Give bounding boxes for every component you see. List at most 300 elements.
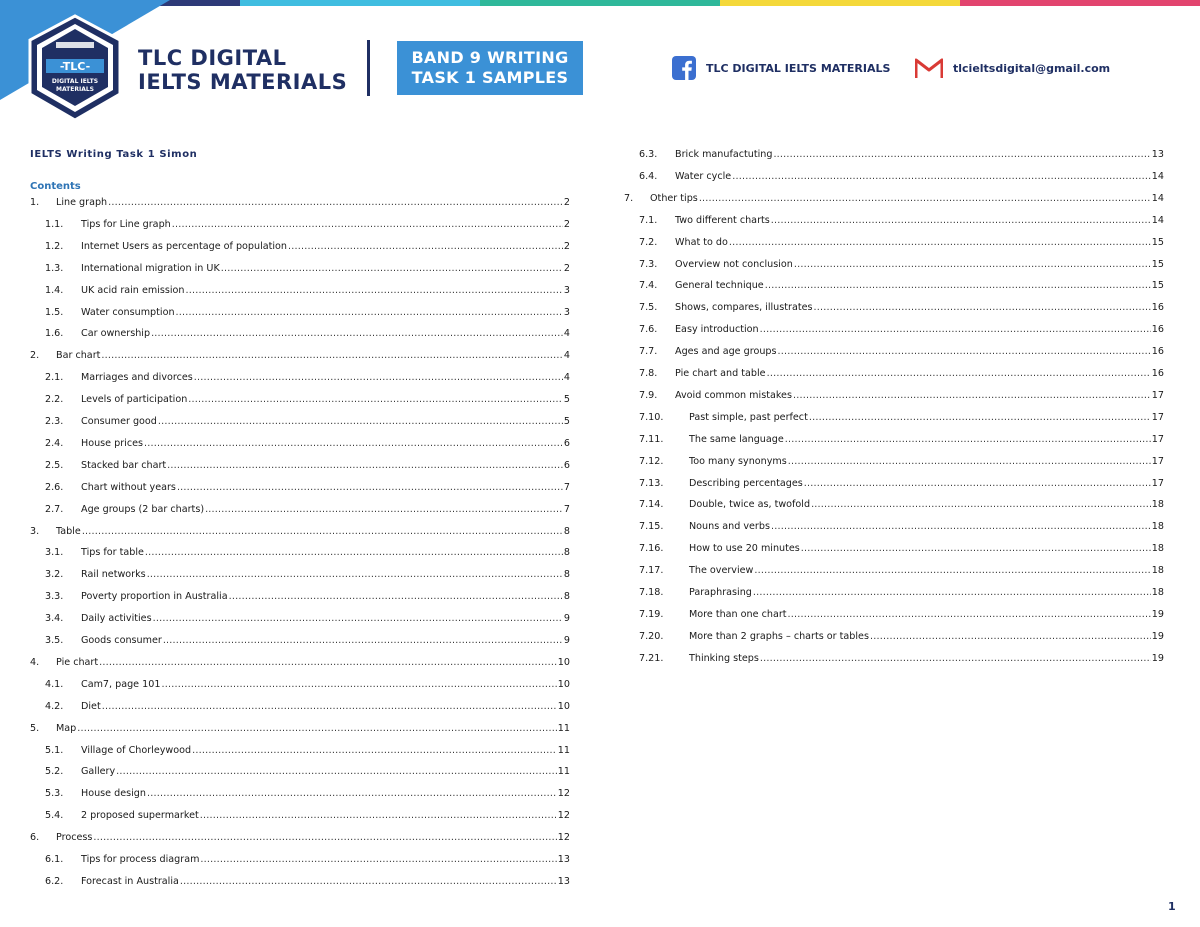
toc-entry-number: 7.15.	[639, 521, 664, 533]
toc-entry[interactable]	[639, 543, 1164, 555]
page-number: 1	[1168, 900, 1176, 913]
toc-entry[interactable]	[45, 854, 570, 866]
toc-entry-title: Two different charts	[675, 214, 770, 226]
toc-entry-number: 3.1.	[45, 547, 64, 559]
toc-entry-page: 2	[563, 240, 570, 252]
toc-entry-page: 3	[563, 284, 570, 296]
toc-leader-dots	[77, 723, 557, 735]
toc-entry[interactable]	[639, 171, 1164, 183]
toc-entry-number: 5.3.	[45, 788, 64, 800]
toc-entry-page: 18	[1151, 499, 1164, 511]
toc-entry[interactable]	[30, 832, 570, 844]
toc-entry-number: 7.21.	[639, 652, 664, 664]
toc-leader-dots	[194, 372, 563, 384]
toc-leader-dots	[870, 631, 1151, 643]
toc-entry-page: 19	[1151, 652, 1164, 664]
toc-entry-number: 7.16.	[639, 543, 664, 555]
toc-entry-page: 14	[1151, 214, 1164, 226]
toc-leader-dots	[177, 482, 563, 494]
toc-entry[interactable]	[639, 434, 1164, 446]
toc-entry-page: 16	[1151, 346, 1164, 358]
toc-entry-number: 1.6.	[45, 328, 64, 340]
toc-leader-dots	[163, 635, 563, 647]
toc-entry-page: 16	[1151, 324, 1164, 336]
toc-entry[interactable]	[639, 631, 1164, 643]
toc-entry-title: Bar chart	[56, 350, 101, 362]
toc-leader-dots	[102, 701, 557, 713]
toc-entry[interactable]	[639, 390, 1164, 402]
toc-entry-number: 7.12.	[639, 455, 664, 467]
toc-entry-page: 15	[1151, 236, 1164, 248]
toc-entry-title: Stacked bar chart	[81, 459, 167, 471]
toc-entry[interactable]	[639, 280, 1164, 292]
toc-leader-dots	[116, 766, 557, 778]
toc-entry-title: General technique	[675, 280, 764, 292]
toc-entry-title: Tips for Line graph	[81, 218, 171, 230]
toc-entry-number: 1.	[30, 197, 40, 208]
email-link[interactable]: tlcieltsdigital@gmail.com	[953, 62, 1111, 75]
toc-leader-dots	[172, 219, 563, 231]
stripe-segment	[720, 0, 960, 6]
toc-leader-dots	[188, 394, 563, 406]
toc-entry-page: 10	[557, 678, 570, 690]
toc-entry-number: 5.2.	[45, 766, 64, 778]
toc-entry-number: 1.5.	[45, 306, 64, 318]
toc-entry-page: 2	[563, 218, 570, 230]
toc-entry-title: Pie chart and table	[675, 368, 766, 379]
toc-entry-number: 6.	[30, 832, 40, 844]
toc-entry-page: 12	[557, 832, 570, 844]
toc-entry-page: 17	[1151, 389, 1164, 401]
toc-entry-page: 18	[1151, 521, 1164, 533]
toc-leader-dots	[788, 609, 1151, 621]
toc-entry-number: 7.11.	[639, 433, 664, 445]
toc-entry[interactable]	[624, 193, 1164, 205]
toc-entry-title: Forecast in Australia	[81, 875, 179, 887]
toc-entry[interactable]	[639, 499, 1164, 511]
toc-entry-page: 4	[563, 350, 570, 362]
toc-entry-number: 5.	[30, 722, 40, 734]
toc-entry-title: Easy introduction	[675, 324, 759, 336]
toc-leader-dots	[205, 504, 563, 516]
toc-entry[interactable]	[45, 394, 570, 406]
toc-entry-title: 2 proposed supermarket	[81, 810, 199, 822]
toc-entry-number: 7.2.	[639, 236, 658, 248]
gmail-icon[interactable]	[915, 57, 943, 79]
toc-entry-title: Water consumption	[81, 306, 175, 318]
tlc-logo-icon	[26, 14, 124, 124]
toc-entry[interactable]	[30, 657, 570, 669]
toc-leader-dots	[760, 653, 1151, 665]
toc-entry[interactable]	[45, 460, 570, 472]
toc-entry[interactable]	[45, 701, 570, 713]
toc-entry-page: 18	[1151, 543, 1164, 555]
toc-entry-number: 7.14.	[639, 499, 664, 511]
toc-leader-dots	[794, 259, 1151, 271]
toc-leader-dots	[754, 565, 1150, 577]
contents-heading: Contents	[30, 181, 81, 192]
stripe-segment	[240, 0, 480, 6]
toc-leader-dots	[760, 324, 1151, 336]
toc-entry-title: The same language	[689, 433, 784, 445]
toc-entry-number: 3.4.	[45, 613, 64, 625]
toc-entry-number: 2.6.	[45, 481, 64, 493]
toc-leader-dots	[93, 832, 556, 844]
toc-entry-page: 11	[557, 766, 570, 778]
toc-leader-dots	[699, 193, 1151, 205]
toc-entry-number: 2.4.	[45, 437, 64, 449]
toc-entry[interactable]	[45, 788, 570, 800]
toc-entry[interactable]	[45, 635, 570, 647]
toc-entry[interactable]	[639, 565, 1164, 577]
toc-leader-dots	[732, 171, 1151, 183]
toc-entry-title: What to do	[675, 236, 728, 248]
toc-entry-number: 1.4.	[45, 284, 64, 296]
toc-entry[interactable]	[30, 350, 570, 362]
toc-leader-dots	[801, 543, 1151, 555]
toc-entry[interactable]	[45, 307, 570, 319]
toc-entry[interactable]	[45, 482, 570, 494]
toc-leader-dots	[793, 390, 1151, 402]
toc-entry-page: 4	[563, 372, 570, 384]
toc-entry[interactable]	[639, 237, 1164, 249]
toc-entry-page: 15	[1151, 258, 1164, 270]
toc-leader-dots	[99, 657, 557, 669]
toc-entry[interactable]	[639, 521, 1164, 533]
toc-entry[interactable]	[639, 456, 1164, 468]
band-line-2: TASK 1 SAMPLES	[411, 68, 569, 87]
toc-entry-title: Marriages and divorces	[81, 372, 193, 384]
toc-entry-number: 7.1.	[639, 214, 658, 226]
toc-leader-dots	[804, 478, 1151, 490]
toc-entry[interactable]	[45, 328, 570, 340]
toc-leader-dots	[771, 521, 1151, 533]
toc-entry[interactable]	[45, 438, 570, 450]
toc-entry-number: 3.	[30, 525, 40, 537]
toc-entry-number: 7.6.	[639, 324, 658, 336]
toc-entry[interactable]	[45, 241, 570, 253]
toc-entry-page: 19	[1151, 630, 1164, 642]
toc-entry-title: Consumer good	[81, 416, 157, 427]
toc-entry[interactable]	[45, 613, 570, 625]
toc-entry-title: Thinking steps	[689, 652, 759, 664]
toc-leader-dots	[82, 526, 563, 538]
toc-entry[interactable]	[639, 324, 1164, 336]
toc-entry-number: 2.3.	[45, 416, 64, 427]
toc-entry[interactable]	[45, 569, 570, 581]
logo-text-mid: DIGITAL IELTS	[51, 78, 99, 85]
toc-entry-page: 6	[563, 437, 570, 449]
toc-leader-dots	[167, 460, 563, 472]
toc-entry-title: Other tips	[650, 192, 698, 204]
toc-entry[interactable]	[30, 526, 570, 538]
toc-entry-title: The overview	[689, 565, 754, 577]
toc-entry-title: How to use 20 minutes	[689, 543, 800, 555]
toc-entry-page: 14	[1151, 170, 1164, 182]
toc-leader-dots	[153, 613, 563, 625]
toc-entry-number: 1.3.	[45, 262, 64, 274]
toc-entry-page: 8	[563, 525, 570, 537]
toc-entry[interactable]	[45, 285, 570, 297]
toc-entry-page: 3	[563, 306, 570, 318]
toc-entry[interactable]	[45, 745, 570, 757]
toc-entry-page: 2	[563, 262, 570, 274]
toc-entry-page: 11	[557, 744, 570, 756]
toc-leader-dots	[288, 241, 563, 253]
toc-entry-number: 1.2.	[45, 240, 64, 252]
toc-entry[interactable]	[45, 416, 570, 428]
toc-entry-title: Overview not conclusion	[675, 258, 793, 270]
toc-entry-title: International migration in UK	[81, 262, 220, 274]
toc-entry[interactable]	[45, 679, 570, 691]
toc-entry[interactable]	[639, 302, 1164, 314]
toc-leader-dots	[144, 438, 563, 450]
toc-entry-page: 17	[1151, 455, 1164, 467]
toc-entry[interactable]	[639, 653, 1164, 665]
toc-entry-page: 18	[1151, 565, 1164, 577]
toc-entry-page: 12	[557, 810, 570, 822]
toc-entry[interactable]	[45, 372, 570, 384]
toc-entry-number: 2.5.	[45, 459, 64, 471]
toc-entry-page: 10	[557, 656, 570, 668]
toc-entry-number: 6.4.	[639, 170, 658, 182]
toc-leader-dots	[788, 456, 1151, 468]
toc-entry-number: 7.13.	[639, 477, 664, 489]
toc-entry[interactable]	[639, 478, 1164, 490]
toc-entry-title: Age groups (2 bar charts)	[81, 503, 205, 515]
toc-leader-dots	[180, 876, 557, 888]
toc-entry-title: Paraphrasing	[689, 587, 752, 598]
toc-leader-dots	[185, 285, 562, 297]
toc-entry-number: 7.7.	[639, 346, 658, 358]
toc-entry-title: House prices	[81, 437, 143, 449]
toc-leader-dots	[145, 547, 563, 559]
toc-entry-page: 11	[557, 722, 570, 734]
toc-leader-dots	[158, 416, 563, 428]
toc-entry-title: Shows, compares, illustrates	[675, 302, 813, 314]
toc-entry-number: 4.	[30, 656, 40, 668]
toc-leader-dots	[811, 499, 1151, 511]
toc-leader-dots	[101, 350, 562, 362]
toc-leader-dots	[785, 434, 1151, 446]
toc-entry[interactable]	[639, 215, 1164, 227]
toc-entry-number: 7.	[624, 192, 634, 204]
toc-entry-number: 7.4.	[639, 280, 658, 292]
toc-entry-number: 3.2.	[45, 569, 64, 581]
toc-entry-number: 7.10.	[639, 411, 664, 423]
toc-leader-dots	[108, 197, 563, 209]
toc-entry-title: UK acid rain emission	[81, 284, 185, 296]
toc-entry-page: 17	[1151, 433, 1164, 445]
toc-entry-title: More than one chart	[689, 608, 787, 620]
toc-entry-page: 2	[563, 197, 570, 208]
toc-leader-dots	[814, 302, 1151, 314]
document-title: IELTS Writing Task 1 Simon	[30, 149, 198, 160]
toc-entry-number: 7.17.	[639, 565, 664, 577]
toc-entry-page: 5	[563, 394, 570, 406]
toc-entry[interactable]	[45, 219, 570, 231]
top-color-stripe	[0, 0, 1200, 6]
toc-entry-page: 5	[563, 416, 570, 427]
toc-entry[interactable]	[45, 810, 570, 822]
toc-leader-dots	[147, 569, 563, 581]
toc-leader-dots	[777, 346, 1150, 358]
toc-entry[interactable]	[639, 149, 1164, 161]
toc-leader-dots	[729, 237, 1151, 249]
toc-entry-title: Goods consumer	[81, 635, 162, 646]
toc-entry-page: 17	[1151, 477, 1164, 489]
toc-leader-dots	[765, 280, 1151, 292]
brand-line-1: TLC DIGITAL	[138, 46, 287, 70]
header-divider	[367, 40, 370, 96]
toc-entry-title: Internet Users as percentage of population	[81, 240, 287, 252]
toc-leader-dots	[773, 149, 1150, 161]
toc-entry[interactable]	[639, 259, 1164, 271]
toc-entry-page: 8	[563, 547, 570, 559]
toc-entry[interactable]	[639, 412, 1164, 424]
toc-entry-page: 18	[1151, 587, 1164, 598]
toc-entry[interactable]	[30, 723, 570, 735]
toc-entry-number: 6.2.	[45, 875, 64, 887]
toc-entry-title: House design	[81, 788, 146, 800]
facebook-link[interactable]: TLC DIGITAL IELTS MATERIALS	[706, 62, 891, 75]
stripe-segment	[480, 0, 720, 6]
toc-entry-page: 8	[563, 591, 570, 603]
toc-entry-number: 7.5.	[639, 302, 658, 314]
toc-leader-dots	[767, 368, 1151, 380]
toc-entry-number: 5.1.	[45, 744, 64, 756]
toc-entry-title: Map	[56, 722, 77, 734]
toc-entry[interactable]	[45, 504, 570, 516]
toc-entry-number: 1.1.	[45, 218, 64, 230]
brand-line-2: IELTS MATERIALS	[138, 70, 348, 94]
toc-leader-dots	[161, 679, 556, 691]
toc-entry-page: 7	[563, 481, 570, 493]
band-badge	[397, 41, 583, 95]
toc-entry-page: 7	[563, 503, 570, 515]
toc-entry[interactable]	[639, 368, 1164, 380]
toc-entry-number: 5.4.	[45, 810, 64, 822]
toc-entry-title: Avoid common mistakes	[675, 389, 792, 401]
toc-entry-number: 6.3.	[639, 149, 658, 160]
logo-text-bottom: MATERIALS	[56, 86, 94, 93]
toc-entry-title: Tips for table	[81, 547, 144, 559]
toc-entry-title: Brick manufactuting	[675, 149, 773, 160]
toc-entry-page: 4	[563, 328, 570, 340]
toc-entry-title: Village of Chorleywood	[81, 744, 192, 756]
toc-leader-dots	[771, 215, 1151, 227]
toc-leader-dots	[753, 587, 1151, 599]
toc-leader-dots	[200, 810, 557, 822]
toc-leader-dots	[192, 745, 557, 757]
toc-entry-title: Nouns and verbs	[689, 521, 770, 533]
toc-entry-page: 9	[563, 635, 570, 646]
toc-entry-page: 14	[1151, 192, 1164, 204]
toc-entry-title: Line graph	[56, 197, 108, 208]
toc-entry-title: Chart without years	[81, 481, 176, 493]
toc-entry-title: Too many synonyms	[689, 455, 787, 467]
toc-entry-title: Past simple, past perfect	[689, 411, 808, 423]
stripe-segment	[960, 0, 1200, 6]
toc-entry-title: Rail networks	[81, 569, 146, 581]
toc-entry-number: 3.5.	[45, 635, 64, 646]
toc-leader-dots	[147, 788, 557, 800]
toc-entry-title: Double, twice as, twofold	[689, 499, 811, 511]
toc-leader-dots	[151, 328, 563, 340]
toc-entry-title: Describing percentages	[689, 477, 803, 489]
toc-entry-title: Levels of participation	[81, 394, 188, 406]
toc-entry-title: Gallery	[81, 766, 116, 778]
toc-entry-page: 12	[557, 788, 570, 800]
toc-entry[interactable]	[45, 547, 570, 559]
toc-entry-title: Poverty proportion in Australia	[81, 591, 228, 603]
toc-entry-number: 7.20.	[639, 630, 664, 642]
toc-entry-number: 7.19.	[639, 608, 664, 620]
toc-leader-dots	[809, 412, 1151, 424]
toc-entry-title: Car ownership	[81, 328, 151, 340]
toc-entry-title: Water cycle	[675, 170, 732, 182]
toc-entry-page: 13	[1151, 149, 1164, 160]
toc-entry-page: 13	[557, 875, 570, 887]
toc-entry-number: 2.2.	[45, 394, 64, 406]
toc-entry[interactable]	[45, 766, 570, 778]
toc-entry-title: Process	[56, 832, 93, 844]
toc-entry-number: 2.1.	[45, 372, 64, 384]
toc-entry[interactable]	[45, 876, 570, 888]
toc-entry-page: 15	[1151, 280, 1164, 292]
toc-leader-dots	[221, 263, 563, 275]
toc-entry-number: 7.3.	[639, 258, 658, 270]
toc-entry-title: Daily activities	[81, 613, 152, 625]
toc-entry[interactable]	[45, 263, 570, 275]
toc-entry[interactable]	[45, 591, 570, 603]
toc-entry-number: 3.3.	[45, 591, 64, 603]
toc-entry-page: 17	[1151, 411, 1164, 423]
toc-entry-page: 6	[563, 459, 570, 471]
toc-entry-page: 13	[557, 854, 570, 865]
toc-entry-title: More than 2 graphs – charts or tables	[689, 630, 869, 642]
toc-entry-number: 4.2.	[45, 700, 64, 712]
toc-entry-page: 8	[563, 569, 570, 581]
toc-leader-dots	[200, 854, 556, 866]
toc-entry-title: Tips for process diagram	[81, 854, 200, 865]
brand-name	[138, 46, 347, 94]
toc-entry-page: 16	[1151, 368, 1164, 379]
toc-entry[interactable]	[639, 609, 1164, 621]
toc-entry-title: Pie chart	[56, 656, 99, 668]
toc-entry-number: 7.9.	[639, 389, 658, 401]
toc-entry-page: 9	[563, 613, 570, 625]
toc-entry-title: Ages and age groups	[675, 346, 777, 358]
band-line-1: BAND 9 WRITING	[411, 48, 569, 67]
toc-entry[interactable]	[639, 346, 1164, 358]
facebook-icon[interactable]	[672, 56, 696, 80]
toc-leader-dots	[176, 307, 563, 319]
toc-entry-page: 10	[557, 700, 570, 712]
toc-entry-title: Table	[56, 525, 81, 537]
logo-text-top: -TLC-	[59, 60, 91, 73]
toc-entry[interactable]	[639, 587, 1164, 599]
toc-entry-page: 16	[1151, 302, 1164, 314]
toc-leader-dots	[229, 591, 563, 603]
toc-entry-number: 4.1.	[45, 678, 64, 690]
toc-entry[interactable]	[30, 197, 570, 209]
toc-entry-page: 19	[1151, 608, 1164, 620]
toc-entry-number: 7.18.	[639, 587, 664, 598]
toc-entry-number: 2.7.	[45, 503, 64, 515]
toc-entry-number: 6.1.	[45, 854, 64, 865]
toc-entry-number: 2.	[30, 350, 40, 362]
